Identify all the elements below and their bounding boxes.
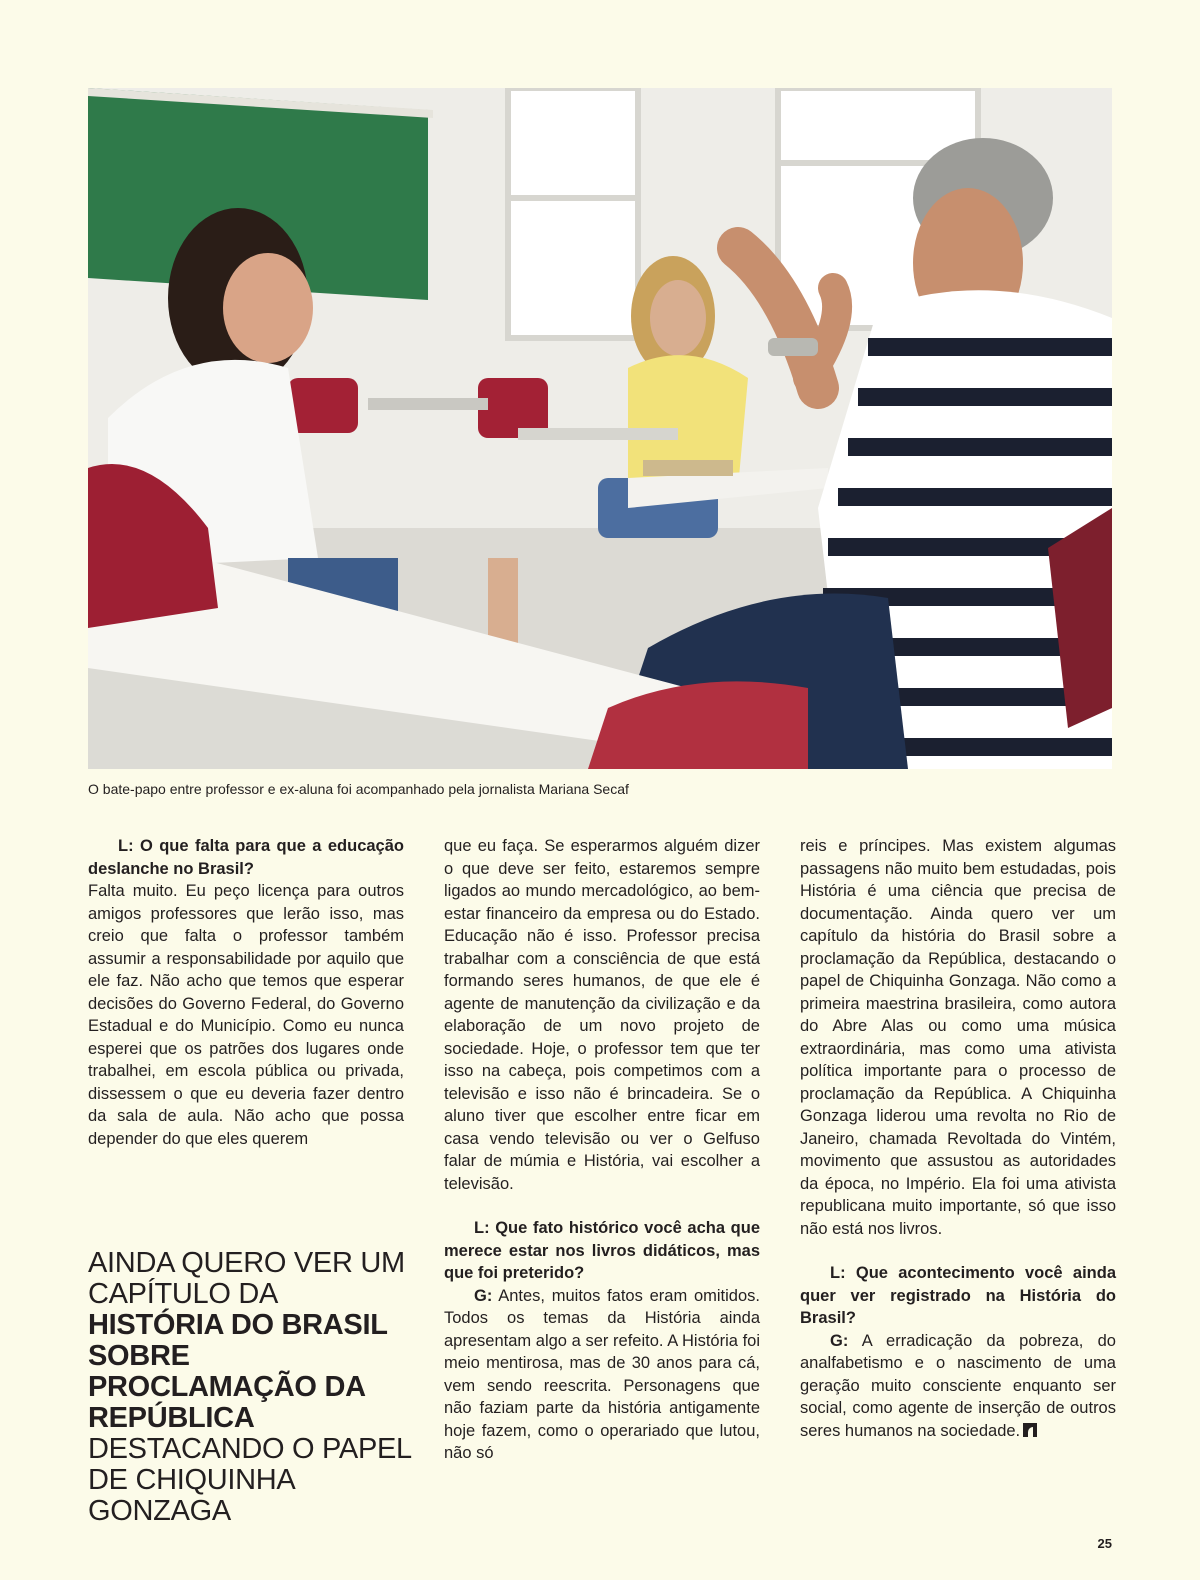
- classroom-photo: [88, 88, 1112, 769]
- pull-quote-part-3: DESTACANDO O PAPEL DE CHIQUINHA GONZAGA: [88, 1433, 411, 1527]
- page-number: 25: [1097, 1536, 1112, 1551]
- question-3: L: Que acontecimento você ainda quer ver registrado na História do Brasil?: [800, 1264, 1116, 1327]
- article-column-3: [800, 835, 1116, 1442]
- answer-2-text: Antes, muitos fatos eram omitidos. Todos os temas da História ainda apresentam algo a ser refeito. A História foi meio mentirosa, mas de 30 anos para cá, vem sendo reescrita. Personagens que não faziam parte da história antigamente hoje fazem, como o operariado que lutou, não só: [444, 1286, 760, 1462]
- pull-quote-part-2: HISTÓRIA DO BRASIL SOBRE PROCLAMAÇÃO DA REPÚBLICA: [88, 1309, 388, 1434]
- question-1: L: O que falta para que a educação deslanche no Brasil?: [88, 837, 404, 878]
- answer-1-continued: que eu faça. Se esperarmos alguém dizer o que deve ser feito, estaremos sempre ligados ao mundo mercadológico, ao bem-estar financeiro da empresa ou do Estado. Educação não é isso. Professor precisa trabalhar com a consciência de que está formando seres humanos, de que ele é agente de manutenção da civilização e da elaboração de um novo projeto de sociedade. Hoje, o professor tem que ter isso na cabeça, pois competimos com a televisão e isso não é brincadeira. Se o aluno tiver que escolher entre ficar em casa vendo televisão ou ver o Gelfuso falar de múmia e História, vai escolher a televisão.: [444, 837, 760, 1193]
- photo-illustration: [88, 88, 1112, 769]
- answer-1: Falta muito. Eu peço licença para outros amigos professores que lerão isso, mas creio que falta o professor também assumir a responsabilidade por aquilo que ele faz. Não acho que temos que esperar decisões do Governo Federal, do Governo Estadual e do Município. Como eu nunca esperei que os patrões dos lugares onde trabalhei, em escola pública ou privada, dissessem o que eu deveria fazer dentro da sala de aula. Não acho que possa depender do que eles querem: [88, 882, 404, 1148]
- paragraph-gap: [800, 1240, 1116, 1262]
- answer-3-speaker: G:: [830, 1331, 849, 1350]
- answer-3: [800, 1330, 1116, 1443]
- end-of-article-icon: [1023, 1423, 1037, 1437]
- article-column-2: [444, 835, 760, 1465]
- question-2: L: Que fato histórico você acha que merece estar nos livros didáticos, mas que foi preterido?: [444, 1219, 760, 1282]
- answer-2-speaker: G:: [474, 1286, 493, 1305]
- article-column-1: [88, 835, 404, 1150]
- paragraph-gap: [444, 1195, 760, 1217]
- pull-quote-part-1: AINDA QUERO VER UM CAPÍTULO DA: [88, 1247, 405, 1310]
- photo-caption: O bate-papo entre professor e ex-aluna foi acompanhado pela jornalista Mariana Secaf: [88, 781, 629, 797]
- answer-3-text: A erradicação da pobreza, do analfabetismo e o nascimento de uma geração muito consciente enquanto ser social, como agente de inserção de outros seres humanos na sociedade.: [800, 1331, 1116, 1440]
- answer-2: [444, 1285, 760, 1465]
- pull-quote: [88, 1248, 418, 1527]
- answer-2-continued: reis e príncipes. Mas existem algumas passagens não muito bem estudadas, pois História é uma ciência que precisa de documentação. Ainda quero ver um capítulo da história do Brasil sobre a proclamação da República, destacando o papel de Chiquinha Gonzaga. Não como a primeira maestrina brasileira, como autora do Abre Alas ou como uma música extraordinária, mas como uma ativista política importante para o processo de proclamação da República. A Chiquinha Gonzaga liderou uma revolta no Rio de Janeiro, chamada Revoltada do Vintém, movimento que assustou as autoridades da época, no Império. Ela foi uma ativista republicana muito importante, só que isso não está nos livros.: [800, 837, 1116, 1238]
